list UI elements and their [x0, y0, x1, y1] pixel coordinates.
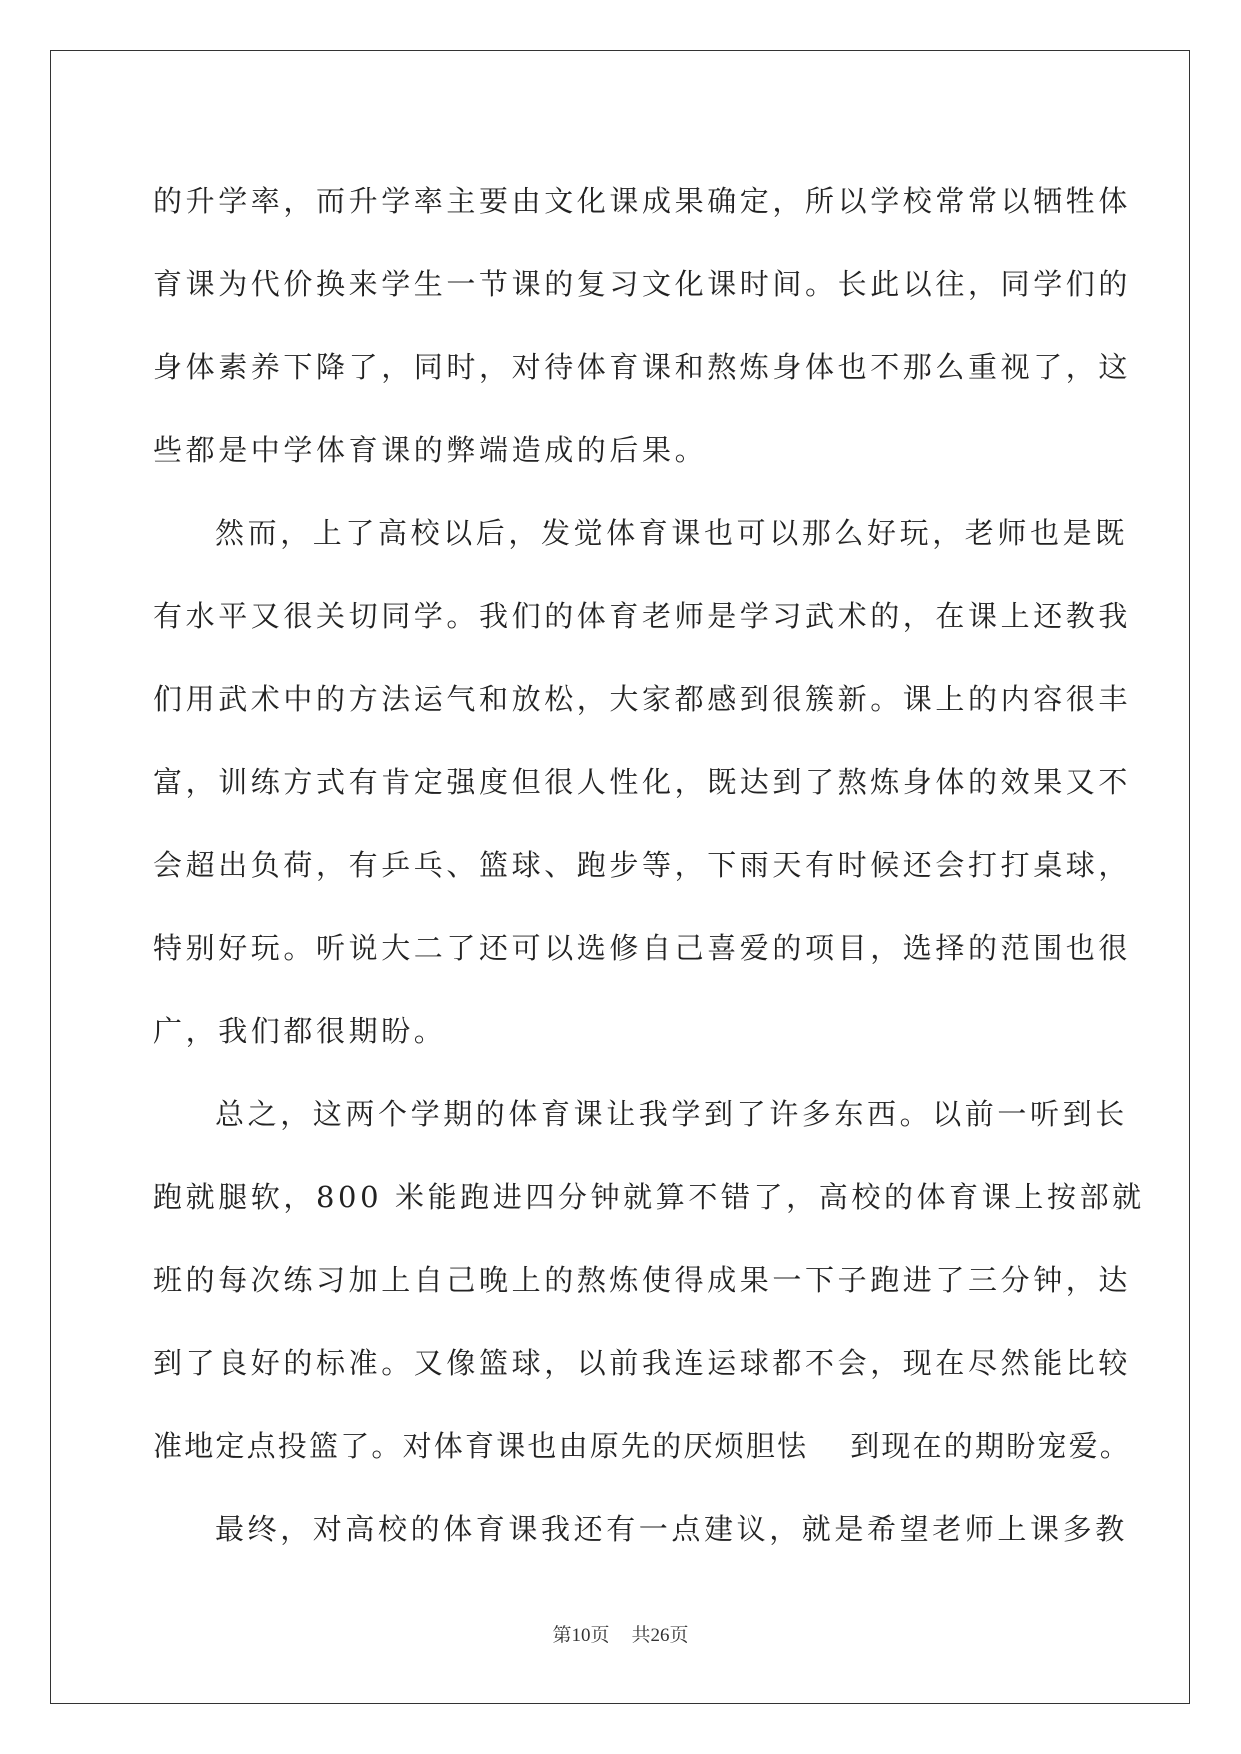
page-number: 第10页 [552, 1625, 610, 1646]
page-total: 共26页 [631, 1625, 689, 1646]
document-body [153, 160, 1145, 1571]
text-segment: 准地定点投篮了。对体育课也由原先的厌烦胆怯 [153, 1429, 809, 1463]
text-line: 班的每次练习加上自己晚上的熬炼使得成果一下子跑进了三分钟，达 [153, 1263, 1132, 1297]
text-line: 总之，这两个学期的体育课让我学到了许多东西。以前一听到长 [215, 1097, 1128, 1131]
text-line: 富，训练方式有肯定强度但很人性化，既达到了熬炼身体的效果又不 [153, 765, 1132, 799]
text-segment: 到现在的期盼宠爱。 [850, 1429, 1132, 1463]
text-line [153, 1405, 1132, 1488]
text-line: 到了良好的标准。又像篮球，以前我连运球都不会，现在尽然能比较 [153, 1346, 1132, 1380]
text-line: 最终，对高校的体育课我还有一点建议，就是希望老师上课多教 [215, 1512, 1128, 1546]
text-line: 有水平又很关切同学。我们的体育老师是学习武术的，在课上还教我 [153, 599, 1132, 633]
page-footer [0, 1620, 1241, 1647]
text-line: 的升学率，而升学率主要由文化课成果确定，所以学校常常以牺牲体 [153, 184, 1132, 218]
text-line: 们用武术中的方法运气和放松，大家都感到很簇新。课上的内容很丰 [153, 682, 1132, 716]
text-line: 些都是中学体育课的弊端造成的后果。 [153, 433, 708, 467]
text-line: 育课为代价换来学生一节课的复习文化课时间。长此以往，同学们的 [153, 267, 1132, 301]
text-line: 特别好玩。听说大二了还可以选修自己喜爱的项目，选择的范围也很 [153, 931, 1132, 965]
text-line: 广，我们都很期盼。 [153, 1014, 447, 1048]
text-line: 会超出负荷，有乒乓、篮球、跑步等，下雨天有时候还会打打桌球， [153, 848, 1132, 882]
text-line: 身体素养下降了，同时，对待体育课和熬炼身体也不那么重视了，这 [153, 350, 1132, 384]
text-line: 然而，上了高校以后，发觉体育课也可以那么好玩，老师也是既 [215, 516, 1128, 550]
text-line: 跑就腿软，800 米能跑进四分钟就算不错了，高校的体育课上按部就 [153, 1180, 1145, 1214]
